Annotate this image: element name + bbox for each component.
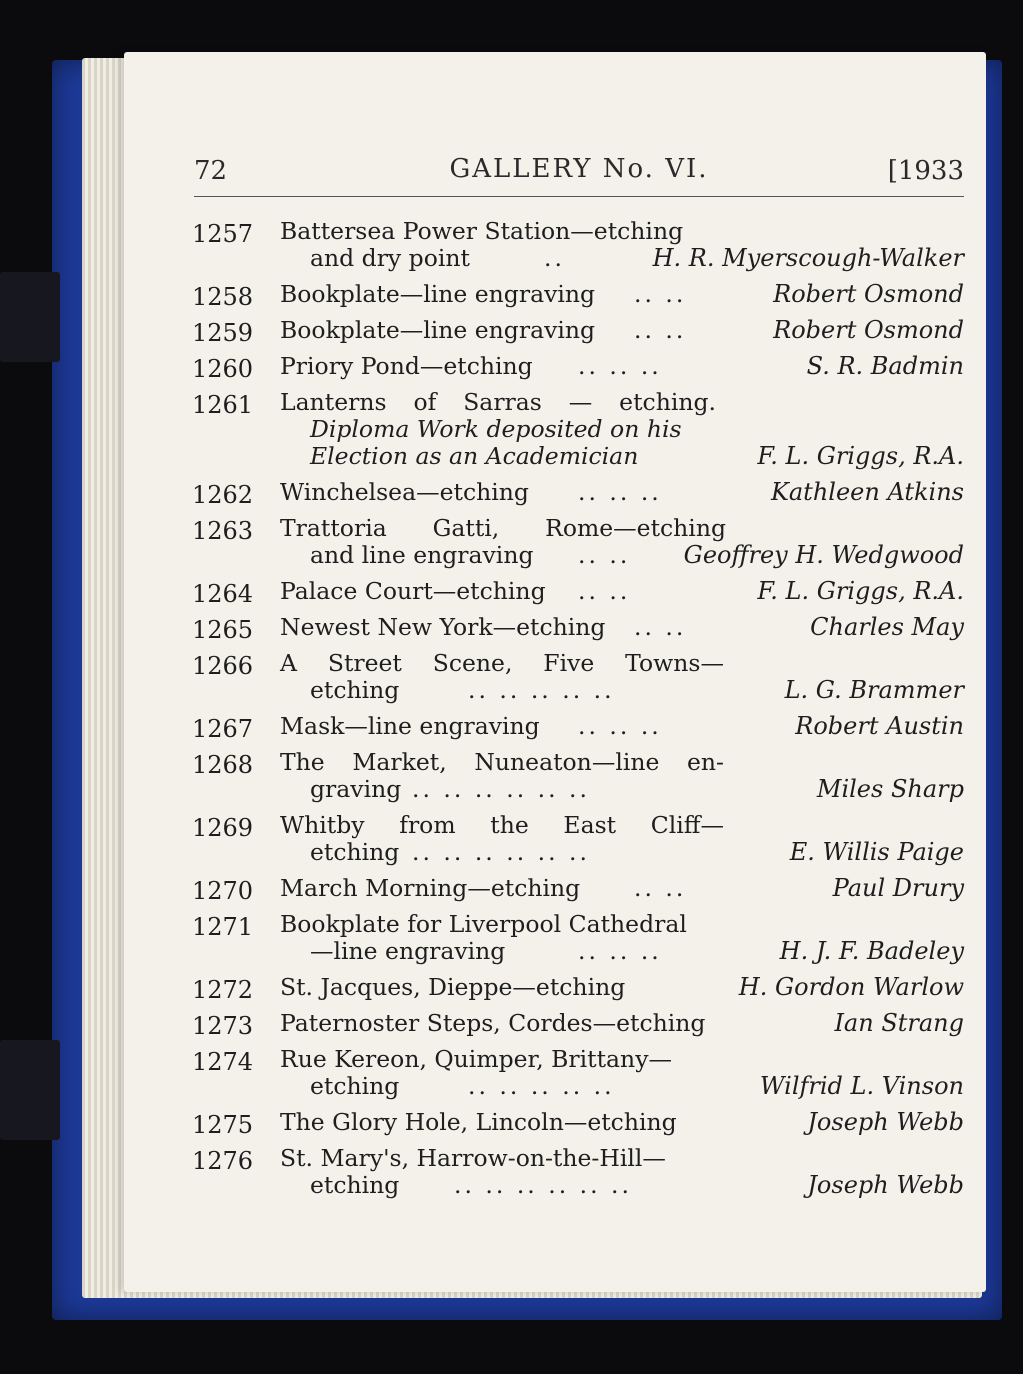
entry-number: 1269 — [192, 814, 254, 842]
entry-artist: E. Willis Paige — [789, 838, 964, 866]
entry-artist: S. R. Badmin — [806, 352, 964, 380]
catalogue-entry — [192, 749, 964, 803]
page-title: GALLERY No. VI. — [449, 154, 709, 184]
entry-artist: H. Gordon Warlow — [738, 973, 964, 1001]
entry-artist: Kathleen Atkins — [770, 478, 964, 506]
entry-number: 1257 — [192, 220, 254, 248]
entry-title: Trattoria Gatti, Rome—etching — [280, 514, 726, 542]
entry-title: St. Jacques, Dieppe—etching — [280, 973, 626, 1001]
entry-artist: Joseph Webb — [807, 1171, 964, 1199]
catalogue-entry — [192, 352, 964, 383]
catalogue-entry — [192, 650, 964, 704]
entry-artist: Robert Osmond — [773, 316, 964, 344]
entry-title: Whitby from the East Cliff— — [280, 811, 724, 839]
book-strap-bottom — [0, 1040, 60, 1140]
entry-title: Lanterns of Sarras — etching. — [280, 388, 716, 416]
leader-dots: .. .. .. .. .. .. — [412, 838, 590, 866]
entry-artist: Geoffrey H. Wedgwood — [683, 541, 964, 569]
entry-title: Rue Kereon, Quimper, Brittany— — [280, 1045, 672, 1073]
entry-number: 1259 — [192, 319, 254, 347]
catalogue-entry — [192, 316, 964, 347]
entry-artist: L. G. Brammer — [784, 676, 964, 704]
entry-title: Bookplate—line engraving — [280, 280, 596, 308]
leader-dots: .. .. .. — [578, 352, 662, 380]
entry-title-cont: etching — [310, 838, 400, 866]
entry-number: 1273 — [192, 1012, 254, 1040]
entry-artist: H. J. F. Badeley — [779, 937, 964, 965]
year-label: [1933 — [887, 156, 964, 186]
leader-dots: .. .. — [634, 874, 687, 902]
entry-title: Priory Pond—etching — [280, 352, 533, 380]
entry-artist: Ian Strang — [834, 1009, 964, 1037]
entry-title: Bookplate—line engraving — [280, 316, 596, 344]
entry-number: 1262 — [192, 481, 254, 509]
entry-title: March Morning—etching — [280, 874, 581, 902]
leader-dots: .. .. — [634, 316, 687, 344]
entry-title-cont: and dry point — [310, 244, 470, 272]
catalogue-entry — [192, 515, 964, 569]
catalogue-entry — [192, 280, 964, 311]
catalogue-list — [192, 218, 964, 1199]
leader-dots: .. .. .. — [578, 937, 662, 965]
entry-title-cont: etching — [310, 1072, 400, 1100]
entry-note-cont: Election as an Academician — [310, 442, 639, 470]
entry-title: Mask—line engraving — [280, 712, 540, 740]
entry-title: St. Mary's, Harrow-on-the-Hill— — [280, 1144, 666, 1172]
entry-title-cont: and line engraving — [310, 541, 534, 569]
entry-number: 1260 — [192, 355, 254, 383]
catalogue-entry — [192, 973, 964, 1004]
catalogue-entry — [192, 1046, 964, 1100]
catalogue-entry — [192, 218, 964, 272]
entry-number: 1258 — [192, 283, 254, 311]
leader-dots: .. .. — [578, 541, 631, 569]
entry-number: 1267 — [192, 715, 254, 743]
entry-title-cont: etching — [310, 676, 400, 704]
entry-title: Winchelsea—etching — [280, 478, 529, 506]
entry-title: The Glory Hole, Lincoln—etching — [280, 1108, 677, 1136]
entry-number: 1264 — [192, 580, 254, 608]
catalogue-entry — [192, 1009, 964, 1040]
entry-title-cont: graving — [310, 775, 402, 803]
leader-dots: .. .. — [634, 613, 687, 641]
entry-artist: Miles Sharp — [816, 775, 964, 803]
entry-number: 1265 — [192, 616, 254, 644]
running-header — [194, 150, 964, 190]
entry-artist: Robert Austin — [795, 712, 964, 740]
leader-dots: .. .. .. — [578, 712, 662, 740]
leader-dots: .. .. .. .. .. — [468, 676, 615, 704]
book-strap-top — [0, 272, 60, 362]
catalogue-entry — [192, 389, 964, 470]
leader-dots: .. .. .. .. .. .. — [454, 1171, 632, 1199]
catalogue-entry — [192, 613, 964, 644]
entry-number: 1261 — [192, 391, 254, 419]
entry-artist: Charles May — [810, 613, 964, 641]
entry-title: Battersea Power Station—etching — [280, 217, 684, 245]
page-number: 72 — [194, 156, 228, 186]
catalogue-entry — [192, 911, 964, 965]
entry-note: Diploma Work deposited on his — [310, 415, 682, 443]
entry-number: 1270 — [192, 877, 254, 905]
entry-title-cont: —line engraving — [310, 937, 506, 965]
entry-artist: Wilfrid L. Vinson — [759, 1072, 964, 1100]
entry-artist: F. L. Griggs, R.A. — [757, 577, 964, 605]
entry-number: 1275 — [192, 1111, 254, 1139]
entry-title: Bookplate for Liverpool Cathedral — [280, 910, 687, 938]
catalogue-entry — [192, 812, 964, 866]
entry-artist: Paul Drury — [832, 874, 964, 902]
leader-dots: .. .. .. — [578, 478, 662, 506]
catalogue-entry — [192, 577, 964, 608]
leader-dots: .. .. .. .. .. — [468, 1072, 615, 1100]
entry-title: A Street Scene, Five Towns— — [280, 649, 724, 677]
entry-number: 1274 — [192, 1048, 254, 1076]
entry-artist: F. L. Griggs, R.A. — [757, 442, 964, 470]
leader-dots: .. .. — [578, 577, 631, 605]
entry-number: 1272 — [192, 976, 254, 1004]
entry-title: Paternoster Steps, Cordes—etching — [280, 1009, 706, 1037]
catalogue-entry — [192, 874, 964, 905]
leader-dots: .. .. .. .. .. .. — [412, 775, 590, 803]
catalogue-entry — [192, 478, 964, 509]
leader-dots: .. — [544, 244, 565, 272]
entry-title: Newest New York—etching — [280, 613, 606, 641]
entry-number: 1263 — [192, 517, 254, 545]
catalogue-entry — [192, 1145, 964, 1199]
catalogue-entry — [192, 1108, 964, 1139]
entry-artist: Joseph Webb — [807, 1108, 964, 1136]
entry-number: 1271 — [192, 913, 254, 941]
entry-title: Palace Court—etching — [280, 577, 546, 605]
catalogue-entry — [192, 712, 964, 743]
entry-number: 1276 — [192, 1147, 254, 1175]
entry-title-cont: etching — [310, 1171, 400, 1199]
entry-number: 1268 — [192, 751, 254, 779]
entry-title: The Market, Nuneaton—line en- — [280, 748, 724, 776]
leader-dots: .. .. — [634, 280, 687, 308]
entry-artist: Robert Osmond — [773, 280, 964, 308]
header-rule — [194, 196, 964, 197]
entry-number: 1266 — [192, 652, 254, 680]
entry-artist: H. R. Myerscough-Walker — [652, 244, 964, 272]
